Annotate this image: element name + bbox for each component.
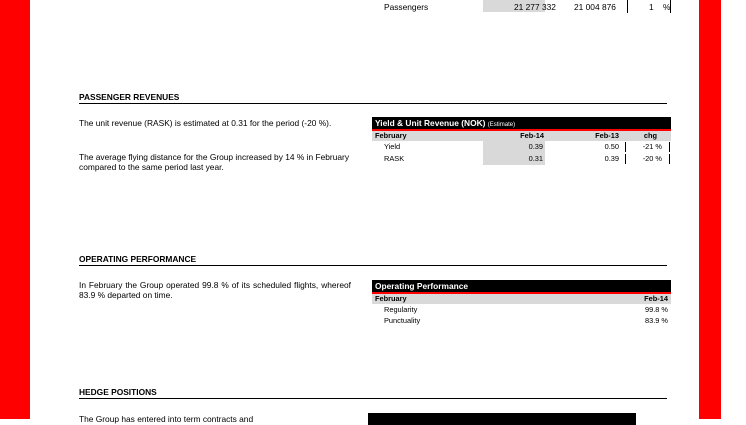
passengers-row <box>372 0 671 14</box>
column-feb-14: Feb-14 <box>520 131 544 140</box>
row-value-feb-14: 83.9 % <box>644 316 668 325</box>
row-value-feb-14: 99.8 % <box>644 305 668 314</box>
column-chg: chg <box>643 131 657 140</box>
yield-unit-revenue-table <box>372 117 671 165</box>
row-value-feb-13: 0.39 <box>604 154 619 163</box>
hedge-paragraph: The Group has entered into term contracts and <box>79 414 254 424</box>
passengers-value-2: 21 004 876 <box>574 2 616 12</box>
passengers-pct: % <box>663 2 671 12</box>
row-value-feb-14: 0.31 <box>483 153 545 165</box>
row-value-chg: -20 % <box>642 154 662 163</box>
column-label: February <box>375 131 407 140</box>
passengers-label: Passengers <box>384 2 429 12</box>
table-title-text: Yield & Unit Revenue (NOK) <box>375 118 486 128</box>
row-label: Punctuality <box>384 316 421 325</box>
passengers-value-1: 21 277 332 <box>514 2 556 12</box>
bracket <box>670 0 671 13</box>
table-title <box>372 280 671 292</box>
passenger-paragraph-2: The average flying distance for the Group increased by 14 % in February compared to the same period last year. <box>79 152 350 172</box>
table-title-text: Operating Performance <box>375 281 469 291</box>
left-red-border <box>0 0 30 419</box>
table-column-header <box>372 292 671 304</box>
bracket <box>627 0 628 13</box>
operating-performance-table <box>372 280 671 326</box>
row-value-chg: -21 % <box>642 142 662 151</box>
table-row <box>372 153 671 165</box>
table-title <box>372 117 671 129</box>
column-label: February <box>375 294 407 303</box>
table-row <box>372 304 671 315</box>
row-value-feb-13: 0.50 <box>604 142 619 151</box>
table-row <box>372 141 671 153</box>
row-value-feb-14: 0.39 <box>483 141 545 153</box>
section-heading-hedge-positions: HEDGE POSITIONS <box>79 387 667 399</box>
section-heading-operating-performance: OPERATING PERFORMANCE <box>79 254 667 266</box>
bracket <box>669 154 670 164</box>
table-column-header <box>372 129 671 141</box>
row-label: Yield <box>384 142 401 151</box>
passenger-paragraph-1: The unit revenue (RASK) is estimated at 0.31 for the period (-20 %). <box>79 118 332 128</box>
hedge-table-header <box>368 413 636 425</box>
bracket <box>669 142 670 152</box>
table-row <box>372 315 671 326</box>
table-title-note: (Estimate) <box>487 122 516 128</box>
bracket <box>625 142 626 152</box>
right-red-border <box>699 0 721 419</box>
column-feb-14: Feb-14 <box>644 294 668 303</box>
row-label: RASK <box>384 154 405 163</box>
bracket <box>625 154 626 164</box>
passengers-chg: 1 <box>649 2 654 12</box>
operating-paragraph: In February the Group operated 99.8 % of its scheduled flights, whereof 83.9 % departed on time. <box>79 280 351 300</box>
column-feb-13: Feb-13 <box>595 131 619 140</box>
row-label: Regularity <box>384 305 418 314</box>
section-heading-passenger-revenues: PASSENGER REVENUES <box>79 92 667 104</box>
